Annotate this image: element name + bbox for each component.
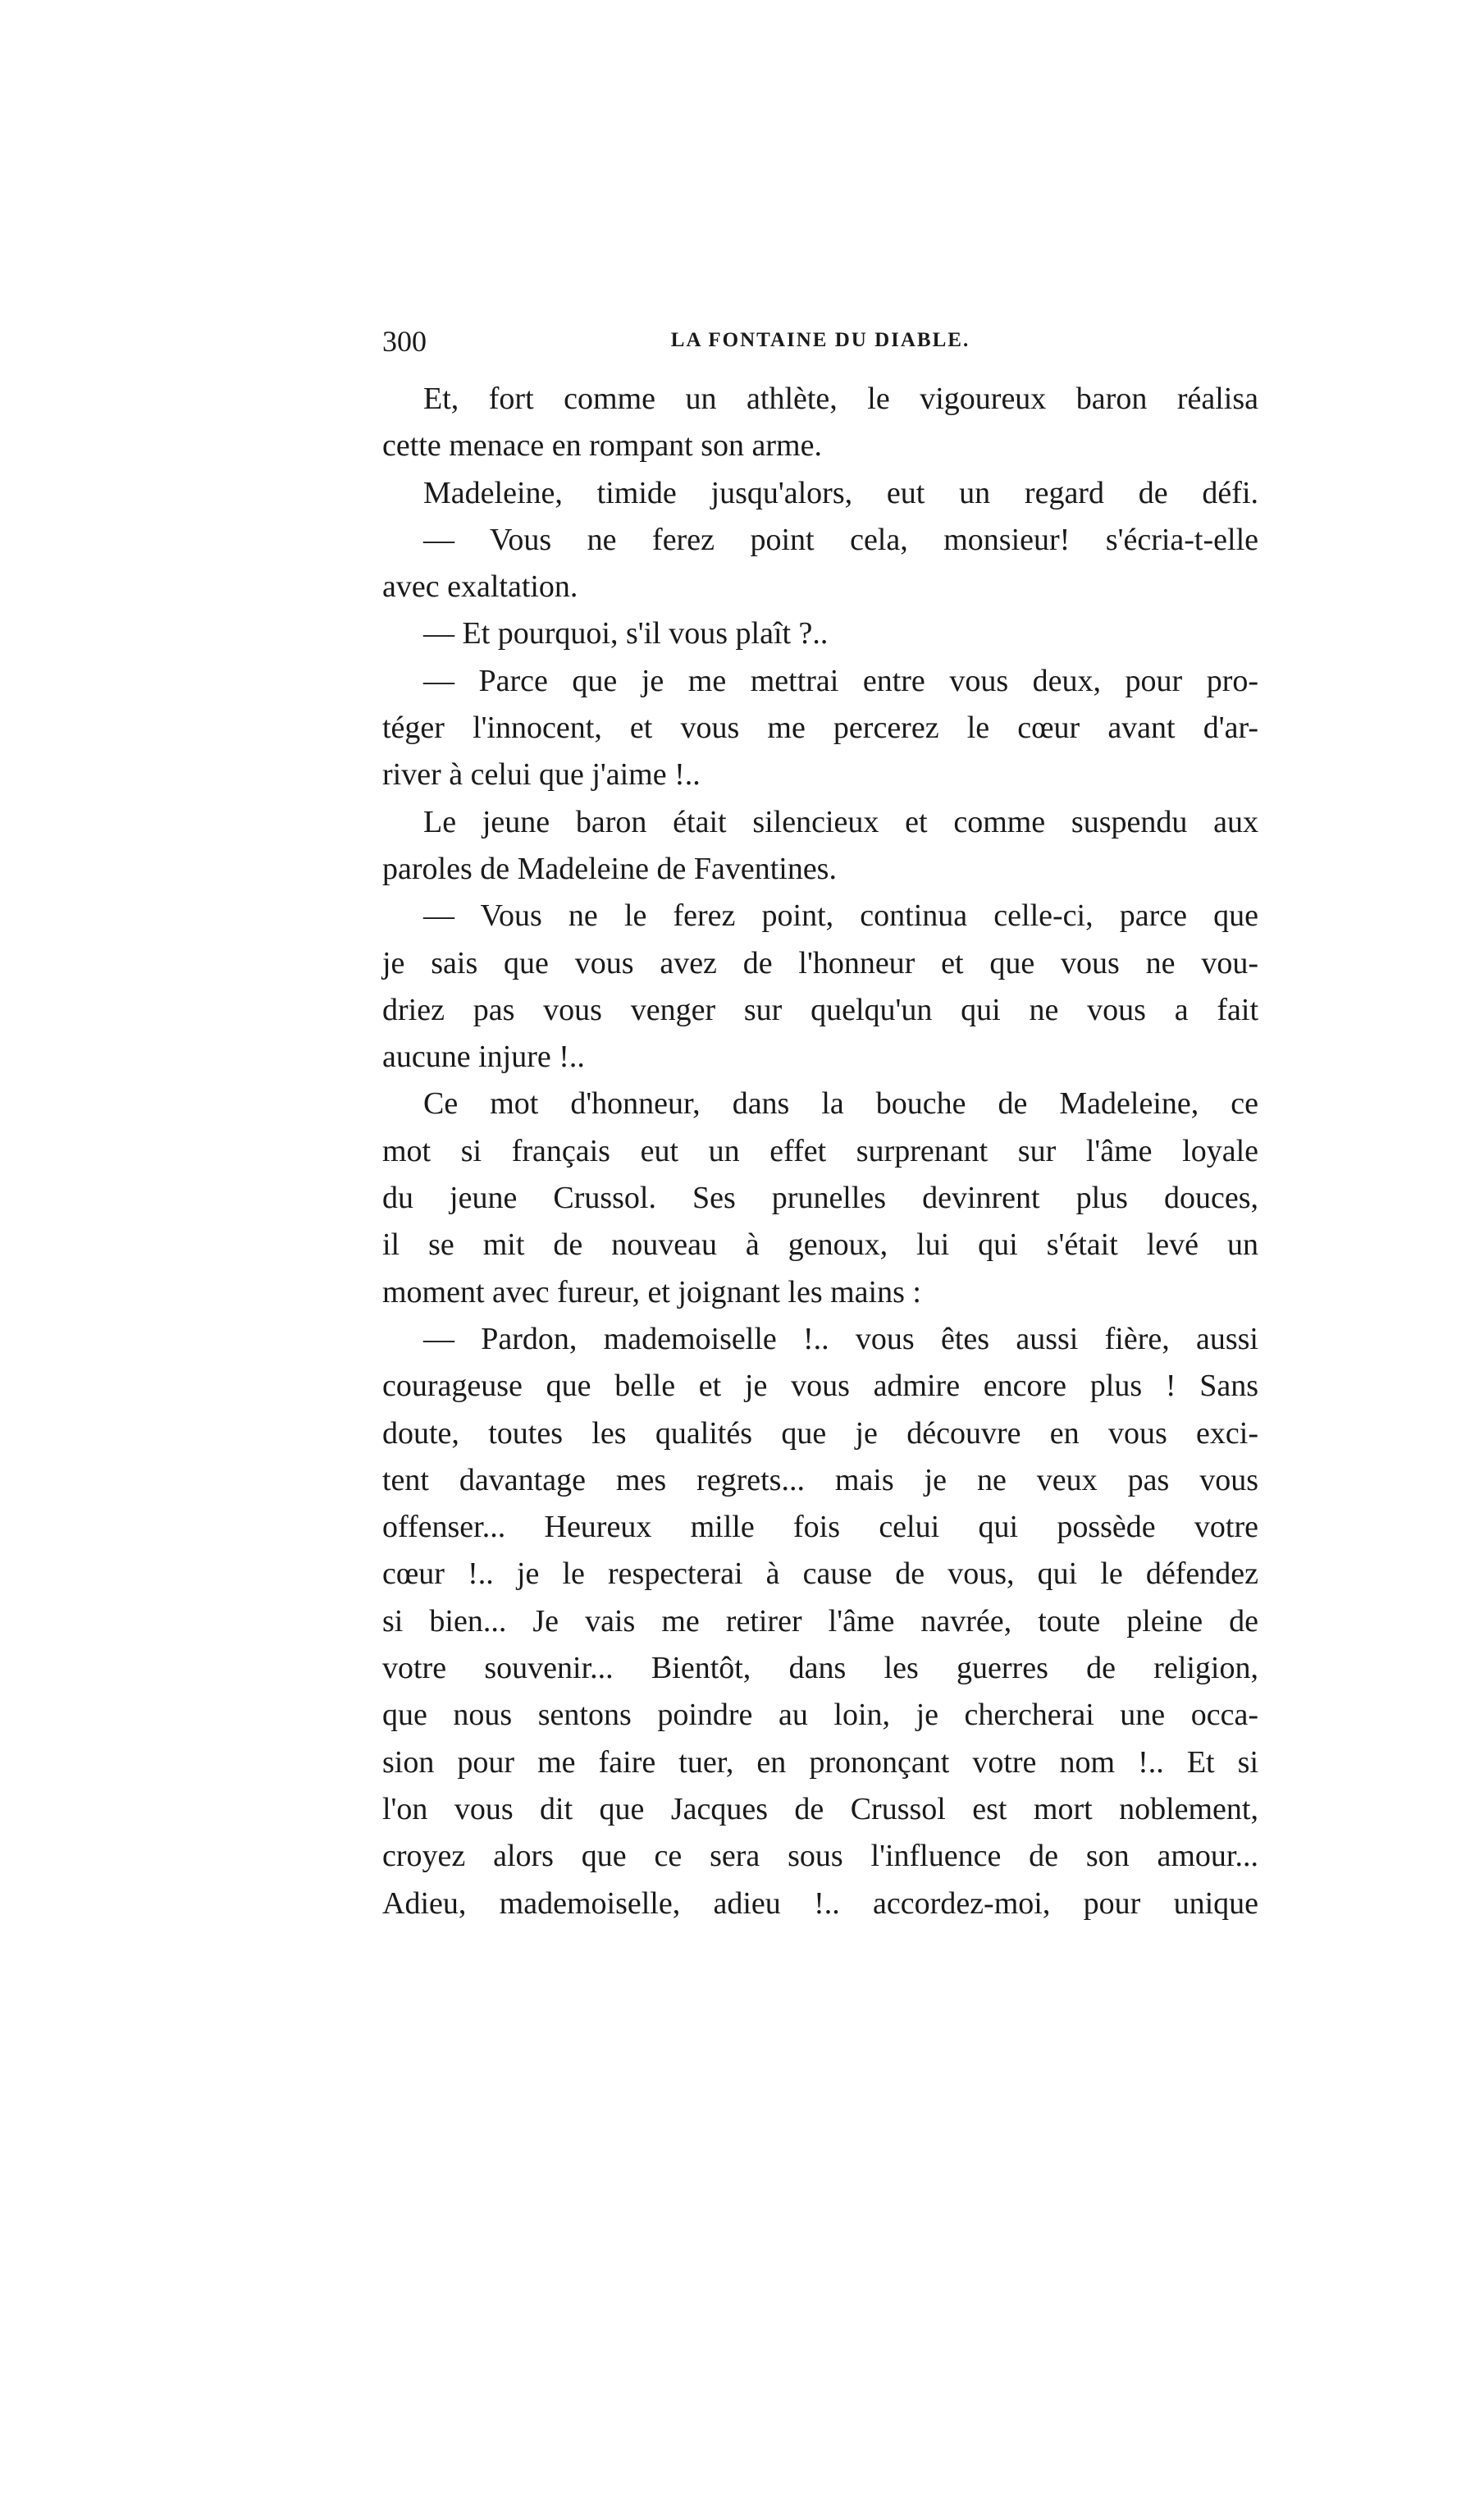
text-line: tent davantage mes regrets... mais je ne veux pas vous [382,1462,1258,1497]
text-line: Ce mot d'honneur, dans la bouche de Madeleine, ce [423,1086,1258,1122]
text-line: Et, fort comme un athlète, le vigoureux baron réalisa [423,382,1258,416]
text-line: offenser... Heureux mille fois celui qui possède votre [382,1510,1258,1545]
text-line: courageuse que belle et je vous admire encore plus ! Sans [382,1369,1258,1404]
text-line: doute, toutes les qualités que je découvre en vous exci- [382,1415,1258,1451]
text-line: que nous sentons poindre au loin, je chercherai une occa- [382,1698,1258,1733]
text-line: Adieu, mademoiselle, adieu !.. accordez-moi, pour unique [382,1885,1258,1921]
text-line: il se mit de nouveau à genoux, lui qui s'était levé un [382,1227,1258,1263]
text-line: cœur !.. je le respecterai à cause de vous, qui le défendez [382,1556,1258,1592]
body-text [382,376,1258,1927]
running-title: LA FONTAINE DU DIABLE. [670,329,970,351]
text-line: je sais que vous avez de l'honneur et que vous ne vou- [382,945,1258,980]
page-header [382,324,1258,365]
text-line: aucune injure !.. [382,1040,585,1075]
text-line: votre souvenir... Bientôt, dans les guerres de religion, [382,1651,1258,1686]
page-number: 300 [382,325,427,358]
text-line: — Et pourquoi, s'il vous plaît ?.. [423,616,829,651]
text-line: avec exaltation. [382,569,578,605]
text-line: cette menace en rompant son arme. [382,428,822,464]
text-line: — Pardon, mademoiselle !.. vous êtes aussi fière, aussi [423,1321,1258,1356]
text-line: téger l'innocent, et vous me percerez le cœur avant d'ar- [382,711,1258,746]
text-line: croyez alors que ce sera sous l'influence de son amour... [382,1839,1258,1874]
text-line: mot si français eut un effet surprenant sur l'âme loyale [382,1133,1258,1168]
text-line: Madeleine, timide jusqu'alors, eut un regard de défi. [423,475,1258,510]
text-line: paroles de Madeleine de Faventines. [382,851,837,886]
text-line: sion pour me faire tuer, en prononçant votre nom !.. Et si [382,1744,1258,1780]
text-line: driez pas vous venger sur quelqu'un qui ne vous a fait [382,992,1258,1027]
text-line: du jeune Crussol. Ses prunelles devinrent plus douces, [382,1181,1258,1216]
text-line: l'on vous dit que Jacques de Crussol est mort noblement, [382,1791,1258,1826]
text-line: — Parce que je me mettrai entre vous deux, pour pro- [423,663,1258,698]
text-line: moment avec fureur, et joignant les mains : [382,1274,921,1309]
text-line: — Vous ne le ferez point, continua celle-ci, parce que [423,898,1258,934]
text-line: si bien... Je vais me retirer l'âme navrée, toute pleine de [382,1603,1258,1638]
text-line: — Vous ne ferez point cela, monsieur! s'écria-t-elle [423,522,1258,557]
text-line: river à celui que j'aime !.. [382,757,701,793]
text-line: Le jeune baron était silencieux et comme suspendu aux [423,804,1258,839]
